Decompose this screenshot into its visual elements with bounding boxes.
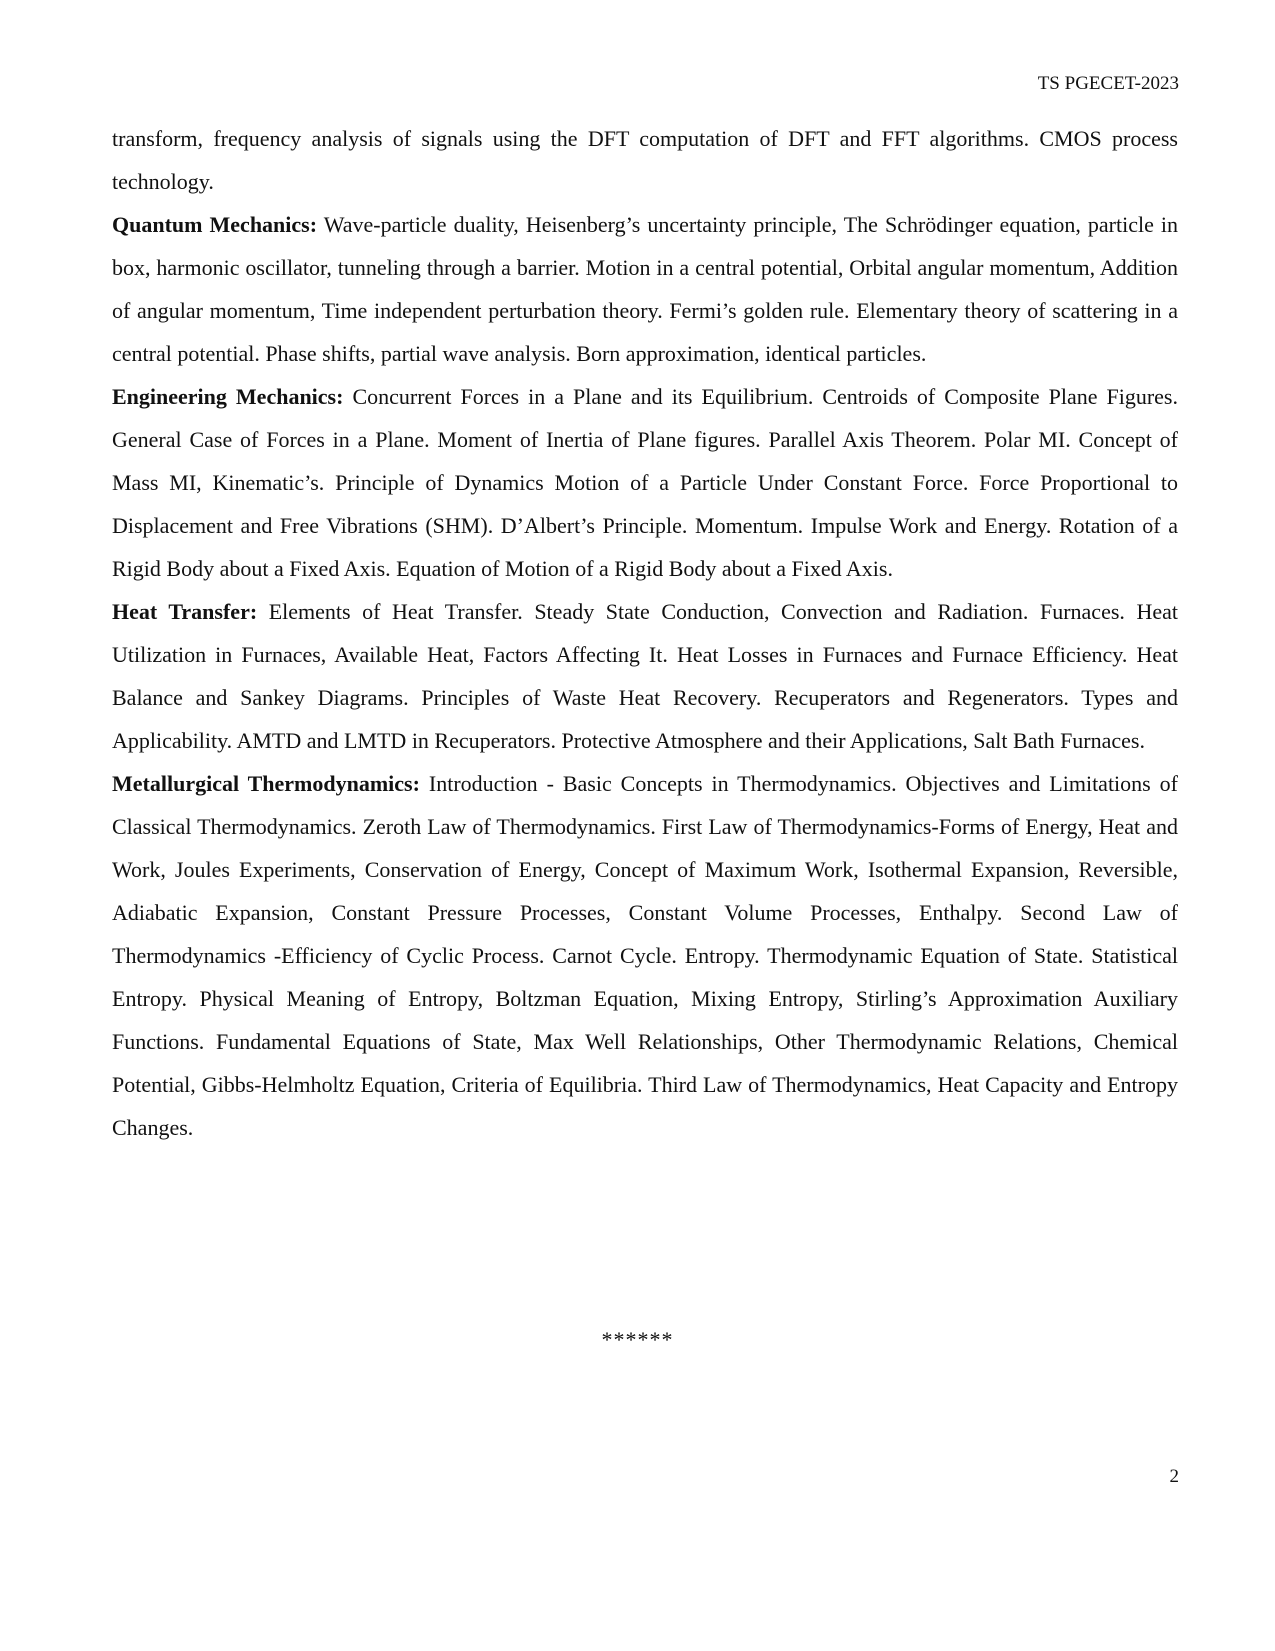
page-number: 2	[1169, 1466, 1179, 1487]
paragraph-heat-transfer	[112, 590, 1178, 762]
paragraph-text: Introduction - Basic Concepts in Thermodynamics. Objectives and Limitations of Classical Thermodynamics. Zeroth Law of Thermodynamics. First Law of Thermodynamics-Forms of Energy, Heat and Work, Joules Experiments, Conservation of Energy, Concept of Maximum Work, Isothermal Expansion, Reversible, Adiabatic Expansion, Constant Pressure Processes, Constant Volume Processes, Enthalpy. Second Law of Thermodynamics -Efficiency of Cyclic Process. Carnot Cycle. Entropy. Thermodynamic Equation of State. Statistical Entropy. Physical Meaning of Entropy, Boltzman Equation, Mixing Entropy, Stirling’s Approximation Auxiliary Functions. Fundamental Equations of State, Max Well Relationships, Other Thermodynamic Relations, Chemical Potential, Gibbs-Helmholtz Equation, Criteria of Equilibria. Third Law of Thermodynamics, Heat Capacity and Entropy Changes.	[112, 771, 1179, 1140]
paragraph-dsp-continuation	[112, 117, 1178, 203]
document-body	[112, 117, 1178, 1149]
paragraph-text: transform, frequency analysis of signals using the DFT computation of DFT and FFT algorithms. CMOS process technology.	[112, 126, 1178, 194]
paragraph-text: Elements of Heat Transfer. Steady State Conduction, Convection and Radiation. Furnaces. Heat Utilization in Furnaces, Available Heat, Factors Affecting It. Heat Losses in Furnaces and Furnace Efficiency. Heat Balance and Sankey Diagrams. Principles of Waste Heat Recovery. Recuperators and Regenerators. Types and Applicability. AMTD and LMTD in Recuperators. Protective Atmosphere and their Applications, Salt Bath Furnaces.	[112, 599, 1178, 753]
section-heading-quantum-mechanics: Quantum Mechanics:	[112, 212, 318, 237]
section-heading-metallurgical-thermodynamics: Metallurgical Thermodynamics:	[112, 771, 420, 796]
paragraph-engineering-mechanics	[112, 375, 1178, 590]
paragraph-quantum-mechanics	[112, 203, 1178, 375]
paragraph-metallurgical-thermodynamics	[112, 762, 1178, 1149]
end-of-section-mark: ******	[601, 1327, 674, 1352]
page-header: TS PGECET-2023	[1037, 73, 1179, 94]
section-heading-engineering-mechanics: Engineering Mechanics:	[112, 384, 344, 409]
paragraph-text: Wave-particle duality, Heisenberg’s uncertainty principle, The Schrödinger equation, particle in box, harmonic oscillator, tunneling through a barrier. Motion in a central potential, Orbital angular momentum, Addition of angular momentum, Time independent perturbation theory. Fermi’s golden rule. Elementary theory of scattering in a central potential. Phase shifts, partial wave analysis. Born approximation, identical particles.	[112, 212, 1179, 366]
paragraph-text: Concurrent Forces in a Plane and its Equilibrium. Centroids of Composite Plane Figures. General Case of Forces in a Plane. Moment of Inertia of Plane figures. Parallel Axis Theorem. Polar MI. Concept of Mass MI, Kinematic’s. Principle of Dynamics Motion of a Particle Under Constant Force. Force Proportional to Displacement and Free Vibrations (SHM). D’Albert’s Principle. Momentum. Impulse Work and Energy. Rotation of a Rigid Body about a Fixed Axis. Equation of Motion of a Rigid Body about a Fixed Axis.	[112, 384, 1178, 581]
section-heading-heat-transfer: Heat Transfer:	[112, 599, 258, 624]
